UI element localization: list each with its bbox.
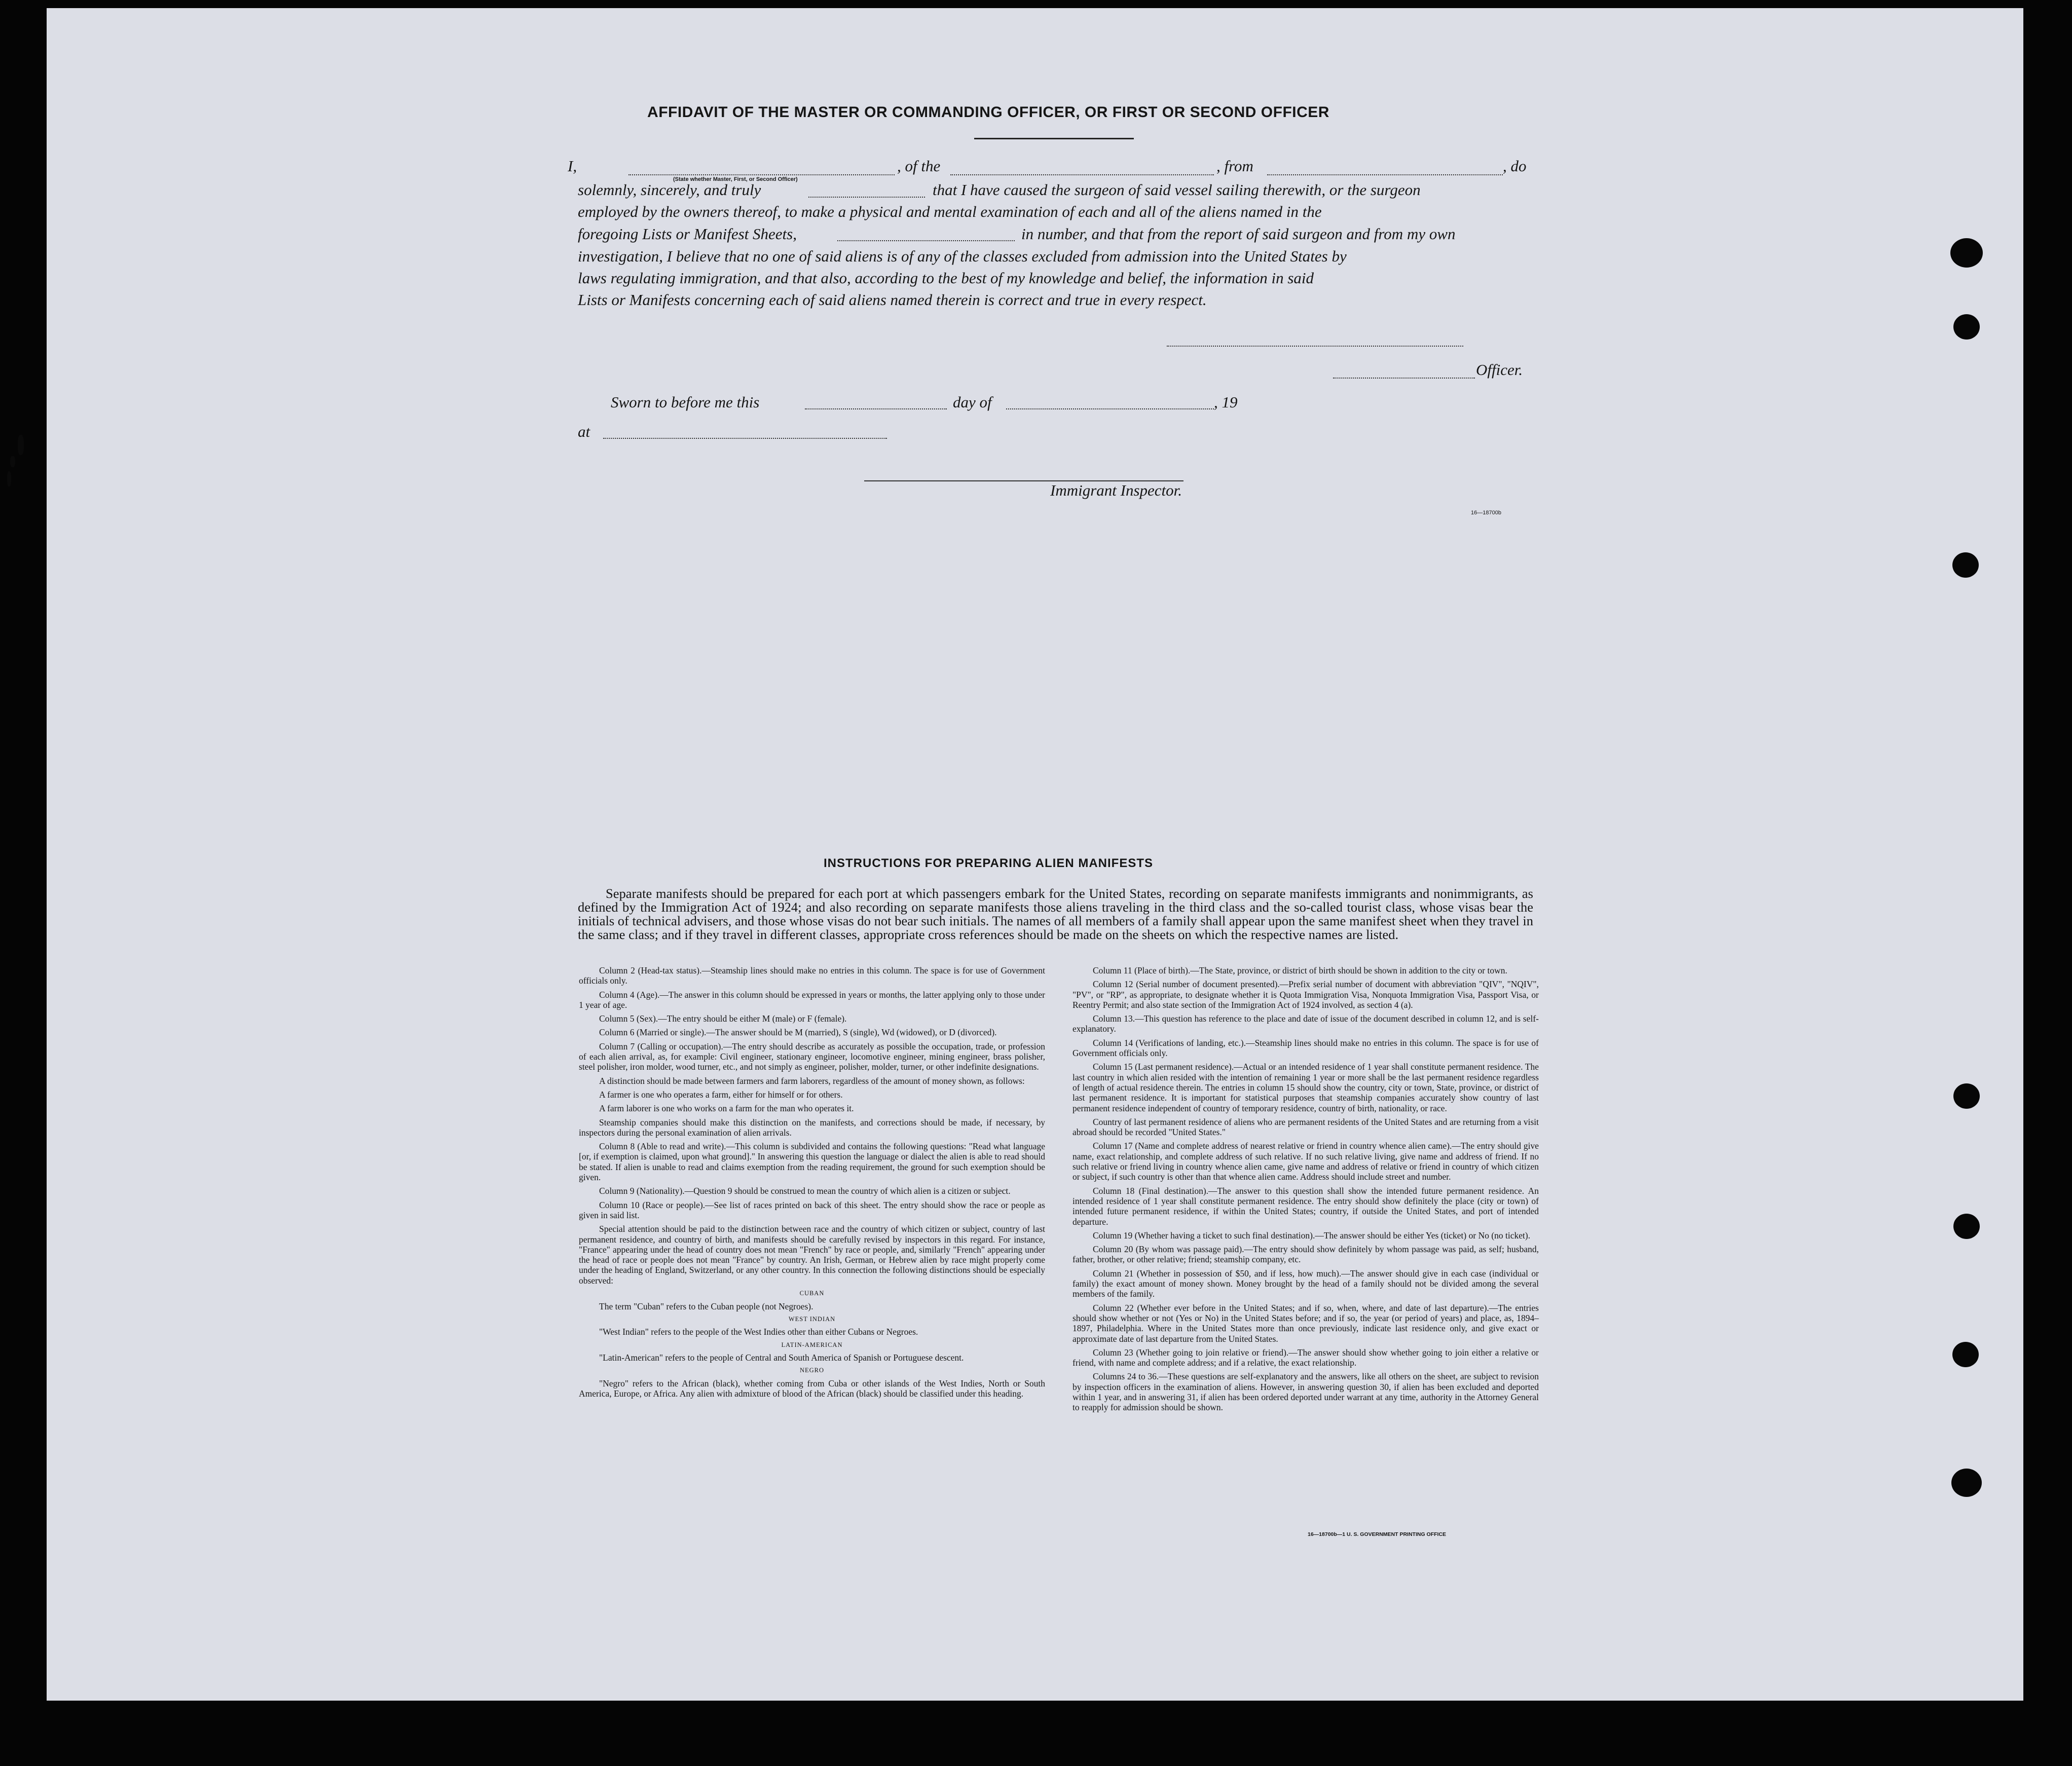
from-label: , from bbox=[1216, 157, 1253, 175]
printing-office-code: 16—18700b—1 U. S. GOVERNMENT PRINTING OFFICE bbox=[1308, 1531, 1447, 1537]
sheets-count-field[interactable] bbox=[837, 240, 1015, 241]
affidavit-title: AFFIDAVIT OF THE MASTER OR COMMANDING OFFICER, OR FIRST OR SECOND OFFICER bbox=[647, 104, 1329, 121]
punch-hole bbox=[1953, 314, 1980, 340]
cuban-heading: CUBAN bbox=[799, 1290, 825, 1297]
latin-american-definition: "Latin-American" refers to the people of Central and South America of Spanish or Portuguese descent. bbox=[599, 1352, 964, 1363]
column-19-note: Column 19 (Whether having a ticket to such final destination).—The answer should be either Yes (ticket) or No (no ticket). bbox=[1093, 1230, 1531, 1241]
sworn-month-field[interactable] bbox=[1006, 408, 1214, 409]
form-code: 16—18700b bbox=[1471, 510, 1501, 516]
column-20-note: Column 20 (By whom was passage paid).—The entry should show definitely by whom passage was paid, as self; husband, father, brother, or other relative; friend; steamship company, etc. bbox=[1072, 1244, 1539, 1265]
affidavit-line-7: Lists or Manifests concerning each of said aliens named therein is correct and true in every respect. bbox=[578, 291, 1207, 309]
officer-signature-field[interactable] bbox=[1167, 346, 1463, 347]
year-label: , 19 bbox=[1214, 393, 1238, 411]
officer-label: Officer. bbox=[1476, 361, 1523, 379]
column-14-note: Column 14 (Verifications of landing, etc.).—Steamship lines should make no entries in this column. The space is for use of Government officials only. bbox=[1072, 1037, 1539, 1059]
column-21-note: Column 21 (Whether in possession of $50, and if less, how much).—The answer should give in each case (individual or family) the exact amount of money shown. Money brought by the head of a family should not be divided among the several members of the family. bbox=[1072, 1268, 1539, 1299]
do-label: , do bbox=[1503, 157, 1527, 175]
affidavit-line-3: employed by the owners thereof, to make a physical and mental examination of each and all of the aliens named in the bbox=[578, 203, 1322, 220]
columns-24-36-note: Columns 24 to 36.—These questions are self-explanatory and the answers, like all others on the sheet, are subject to revision by inspection officers in the examination of aliens. However, in answering question 30, if alien has been excluded and deported within 1 year, and in answering 31, if alien has been ordered deported under warrant at any time, authority in the Attorney General to reapply for admission should be shown. bbox=[1072, 1371, 1539, 1413]
inspector-label: Immigrant Inspector. bbox=[1050, 481, 1182, 499]
column-4-note: Column 4 (Age).—The answer in this column should be expressed in years or months, the latter applying only to those under 1 year of age. bbox=[579, 989, 1045, 1010]
punch-hole bbox=[1952, 1342, 1979, 1367]
column-23-note: Column 23 (Whether going to join relative or friend).—The answer should show whether going to join either a relative or friend, with name and complete address; and if a relative, the exact relationship. bbox=[1072, 1347, 1539, 1368]
punch-hole bbox=[1951, 1469, 1982, 1497]
column-17-note: Column 17 (Name and complete address of nearest relative or friend in country whence alien came).—The entry should give name, exact relationship, and complete address of such relative. If no such relative living, give name and address of friend. If no such relative or friend living in country whence alien came, give name and address of relative or friend in country of which citizen or subject, if such country is other than that whence alien came. Address should include street and number. bbox=[1072, 1141, 1539, 1182]
affidavit-line-4a: foregoing Lists or Manifest Sheets, bbox=[578, 225, 797, 243]
affidavit-line-2b: that I have caused the surgeon of said vessel sailing therewith, or the surgeon bbox=[933, 181, 1421, 199]
title-rule bbox=[974, 138, 1134, 139]
sworn-label: Sworn to before me this bbox=[611, 393, 760, 411]
column-15-note: Column 15 (Last permanent residence).—Actual or an intended residence of 1 year shall constitute permanent residence. The last country in which alien resided with the intention of remaining 1 year or more shall be the last permanent residence regardless of length of actual residence therein. The entries in column 15 should show the country, city or town, State, province, or district of last permanent residence. It is important for statistical purposes that steamship companies accurately show country of last permanent residence independent of country of temporary residence, country of birth, nationality, or race. bbox=[1072, 1062, 1539, 1113]
instructions-right-column bbox=[1072, 965, 1539, 1416]
west-indian-definition: "West Indian" refers to the people of the West Indies other than either Cubans or Negroes. bbox=[599, 1327, 918, 1337]
of-the-label: , of the bbox=[897, 157, 941, 175]
instructions-intro: Separate manifests should be prepared for each port at which passengers embark for the United States, recording on separate manifests immigrants and nonimmigrants, as defined by the Immigration Act of 1924; and also recording on separate manifests those aliens traveling in the third class and the so-called tourist class, whose visas bear the initials of technical advisers, and those whose visas do not bear such initials. The names of all members of a family shall appear upon the same manifest sheet when they travel in the same class; and if they travel in different classes, appropriate cross references should be made on the sheets on which the respective names are listed. bbox=[578, 886, 1533, 943]
farm-laborer-definition: A farm laborer is one who works on a farm for the man who operates it. bbox=[599, 1103, 854, 1114]
vessel-name-field[interactable] bbox=[950, 174, 1214, 175]
column-13-note: Column 13.—This question has reference to the place and date of issue of the document described in column 12, and is self-explanatory. bbox=[1072, 1013, 1539, 1034]
negro-definition: "Negro" refers to the African (black), whether coming from Cuba or other islands of the West Indies, North or South America, Europe, or Africa. Any alien with admixture of blood of the African (black) should be classified under this heading. bbox=[579, 1378, 1045, 1399]
negro-heading: NEGRO bbox=[799, 1367, 825, 1374]
column-10-note: Column 10 (Race or people).—See list of races printed on back of this sheet. The entry should show the race or people as given in said list. bbox=[579, 1199, 1045, 1220]
scan-mark bbox=[10, 456, 15, 467]
affidavit-i: I, bbox=[568, 157, 577, 175]
column-18-note: Column 18 (Final destination).—The answer to this question shall show the intended future permanent residence. An intended residence of 1 year shall constitute permanent residence. The entry should show definitely the place (city or town) of intended future permanent residence, if within the United States; country, if outside the United States, and port of intended departure. bbox=[1072, 1185, 1539, 1227]
returning-residents-note: Country of last permanent residence of aliens who are permanent residents of the United States and are returning from a visit abroad should be recorded "United States." bbox=[1072, 1116, 1539, 1138]
west-indian-heading: WEST INDIAN bbox=[788, 1315, 836, 1323]
farmer-definition: A farmer is one who operates a farm, either for himself or for others. bbox=[599, 1089, 843, 1100]
column-9-note: Column 9 (Nationality).—Question 9 should be construed to mean the country of which alien is a citizen or subject. bbox=[599, 1186, 1011, 1196]
column-11-note: Column 11 (Place of birth).—The State, province, or district of birth should be shown in addition to the city or town. bbox=[1093, 965, 1507, 975]
officer-title-field[interactable] bbox=[1333, 378, 1475, 379]
affidavit-line-2a: solemnly, sincerely, and truly bbox=[578, 181, 761, 199]
special-attention-note: Special attention should be paid to the distinction between race and the country of which citizen or subject, country of last permanent residence, and country of birth, and manifests should be carefully revised by inspectors in this regard. For instance, "France" appearing under the head of country does not mean "French" by race or people, and, similarly "French" appearing under the head of race or people does not mean "France" by country. An Irish, German, or Hebrew alien by race might properly come under the heading of England, Switzerland, or any other country. In this connection the following distinctions should be especially observed: bbox=[579, 1224, 1045, 1286]
oath-field[interactable] bbox=[808, 197, 925, 198]
at-label: at bbox=[578, 423, 590, 440]
scan-mark bbox=[7, 471, 11, 486]
scan-mark bbox=[18, 435, 24, 455]
column-6-note: Column 6 (Married or single).—The answer should be M (married), S (single), Wd (widowed), or D (divorced). bbox=[599, 1027, 997, 1038]
instructions-left-column bbox=[579, 965, 1045, 1403]
steamship-distinction: Steamship companies should make this distinction on the manifests, and corrections should be made, if necessary, by inspectors during the personal examination of alien arrivals. bbox=[579, 1117, 1045, 1138]
from-port-field[interactable] bbox=[1267, 174, 1503, 175]
latin-american-heading: LATIN-AMERICAN bbox=[781, 1341, 843, 1348]
sworn-place-field[interactable] bbox=[603, 438, 887, 439]
rank-note: (State whether Master, First, or Second Officer) bbox=[673, 176, 798, 182]
punch-hole bbox=[1953, 1083, 1980, 1109]
column-5-note: Column 5 (Sex).—The entry should be either M (male) or F (female). bbox=[599, 1013, 847, 1024]
column-8-note: Column 8 (Able to read and write).—This column is subdivided and contains the following questions: "Read what language [or, if exemption is claimed, upon what ground]." In answering this question the language or dialect the alien is able to read should be stated. If alien is unable to read and claims exemption from the reading requirement, the ground for such exemption should be given. bbox=[579, 1141, 1045, 1183]
cuban-definition: The term "Cuban" refers to the Cuban people (not Negroes). bbox=[599, 1301, 813, 1311]
affidavit-line-5: investigation, I believe that no one of said aliens is of any of the classes excluded from admission into the United States by bbox=[578, 247, 1347, 265]
sworn-day-field[interactable] bbox=[805, 408, 947, 409]
officer-rank-field[interactable] bbox=[628, 174, 895, 175]
punch-hole bbox=[1952, 552, 1979, 578]
punch-hole bbox=[1953, 1214, 1980, 1239]
farmer-distinction: A distinction should be made between farmers and farm laborers, regardless of the amount of money shown, as follows: bbox=[599, 1075, 1025, 1086]
column-2-note: Column 2 (Head-tax status).—Steamship lines should make no entries in this column. The space is for use of Government officials only. bbox=[579, 965, 1045, 986]
column-22-note: Column 22 (Whether ever before in the United States; and if so, when, where, and date of last departure).—The entries should show whether or not (Yes or No) in the United States before; and if so, the year (or period of years) and place, as, 1894–1897, Philadelphia. Where in the United States more than once previously, indicate last residence only, and give exact or approximate date of last departure from the United States. bbox=[1072, 1302, 1539, 1344]
column-7-note: Column 7 (Calling or occupation).—The entry should describe as accurately as possible the occupation, trade, or profession of each alien arrival, as, for example: Civil engineer, stationary engineer, locomotive engineer, mining engineer, brass polisher, steel polisher, iron molder, wood turner, etc., and not simply as engineer, polisher, molder, turner, or other indefinite designations. bbox=[579, 1041, 1045, 1072]
column-12-note: Column 12 (Serial number of document presented).—Prefix serial number of document with abbreviation "QIV", "NQIV", "PV", or "RP", as appropriate, to designate whether it is Quota Immigration Visa, Nonquota Immigration Visa, Passport Visa, or Reentry Permit; and also state section of the Immigration Act of 1924 involved, as section 4 (a). bbox=[1072, 979, 1539, 1010]
instructions-title: INSTRUCTIONS FOR PREPARING ALIEN MANIFESTS bbox=[823, 856, 1153, 870]
day-of-label: day of bbox=[953, 393, 992, 411]
affidavit-line-6: laws regulating immigration, and that also, according to the best of my knowledge and belief, the information in said bbox=[578, 269, 1314, 287]
affidavit-line-4b: in number, and that from the report of said surgeon and from my own bbox=[1021, 225, 1456, 243]
